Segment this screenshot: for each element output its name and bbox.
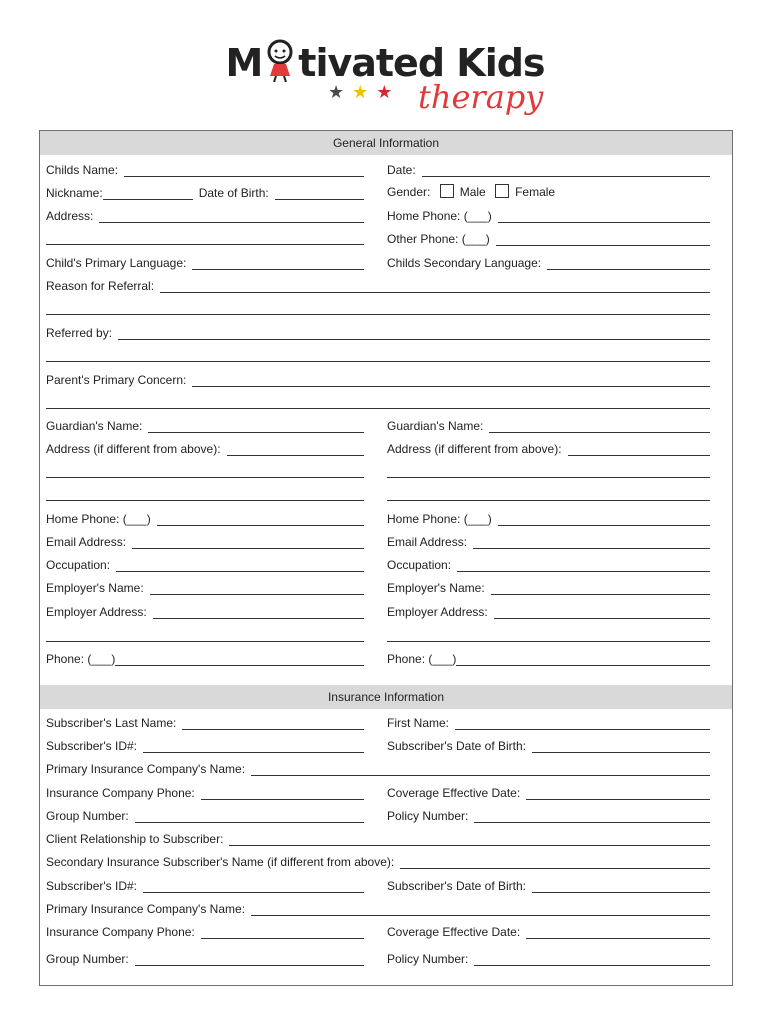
client-relationship-field[interactable]: Client Relationship to Subscriber: (46, 830, 710, 846)
guardian2-phone-field[interactable]: Phone: (___) (387, 650, 710, 666)
male-checkbox[interactable] (440, 184, 454, 198)
childs-name-field[interactable]: Childs Name: (46, 161, 364, 177)
home-phone-field[interactable]: Home Phone: (___) (387, 207, 710, 223)
secondary-subscriber-id-field[interactable]: Subscriber's ID#: (46, 877, 364, 893)
parent-concern-field[interactable]: Parent's Primary Concern: (46, 371, 710, 387)
insurance-info-header: Insurance Information (40, 685, 732, 709)
subscriber-id-field[interactable]: Subscriber's ID#: (46, 737, 364, 753)
policy-number-field[interactable]: Policy Number: (387, 807, 710, 823)
guardian1-employer-name-field[interactable]: Employer's Name: (46, 579, 364, 595)
intake-form (39, 130, 733, 986)
guardian2-occupation-field[interactable]: Occupation: (387, 556, 710, 572)
reason-referral-field[interactable]: Reason for Referral: (46, 277, 710, 293)
guardian2-home-phone-field[interactable]: Home Phone: (___) (387, 510, 710, 526)
subscriber-dob-field[interactable]: Subscriber's Date of Birth: (387, 737, 710, 753)
star-icon: ★ (328, 82, 353, 102)
gender-field: Gender: Male Female (387, 185, 556, 199)
guardian2-name-field[interactable]: Guardian's Name: (387, 417, 710, 433)
guardian1-email-field[interactable]: Email Address: (46, 533, 364, 549)
company-phone-field[interactable]: Insurance Company Phone: (46, 784, 364, 800)
guardian2-address-field[interactable]: Address (if different from above): (387, 440, 710, 456)
other-phone-field[interactable]: Other Phone: (___) (387, 230, 710, 246)
stars-decoration (328, 82, 400, 103)
secondary-policy-number-field[interactable]: Policy Number: (387, 950, 710, 966)
guardian1-address-field[interactable]: Address (if different from above): (46, 440, 364, 456)
guardian2-address-line-3[interactable] (387, 500, 710, 501)
secondary-subscriber-dob-field[interactable]: Subscriber's Date of Birth: (387, 877, 710, 893)
star-icon: ★ (352, 82, 377, 102)
nickname-dob-field[interactable]: Nickname: Date of Birth: (46, 184, 364, 200)
secondary-language-field[interactable]: Childs Secondary Language: (387, 254, 710, 270)
logo (0, 30, 770, 130)
guardian1-name-field[interactable]: Guardian's Name: (46, 417, 364, 433)
address-field[interactable]: Address: (46, 207, 364, 223)
guardian2-employer-address-line-2[interactable] (387, 641, 710, 642)
address-line-2[interactable] (46, 244, 364, 245)
guardian1-phone-field[interactable]: Phone: (___) (46, 650, 364, 666)
female-checkbox[interactable] (495, 184, 509, 198)
secondary-coverage-date-field[interactable]: Coverage Effective Date: (387, 923, 710, 939)
general-info-header: General Information (40, 131, 732, 155)
referred-by-field[interactable]: Referred by: (46, 324, 710, 340)
secondary-company-phone-field[interactable]: Insurance Company Phone: (46, 923, 364, 939)
subscriber-last-name-field[interactable]: Subscriber's Last Name: (46, 714, 364, 730)
logo-wordmark: M tivated Kids (0, 38, 770, 85)
secondary-subscriber-field[interactable]: Secondary Insurance Subscriber's Name (if different from above): (46, 853, 710, 869)
primary-company-field[interactable]: Primary Insurance Company's Name: (46, 760, 710, 776)
secondary-group-number-field[interactable]: Group Number: (46, 950, 364, 966)
kid-figure-icon (262, 38, 298, 78)
guardian1-home-phone-field[interactable]: Home Phone: (___) (46, 510, 364, 526)
logo-therapy-text: therapy (418, 78, 544, 116)
secondary-primary-company-field[interactable]: Primary Insurance Company's Name: (46, 900, 710, 916)
guardian2-employer-name-field[interactable]: Employer's Name: (387, 579, 710, 595)
reason-line-2[interactable] (46, 314, 710, 315)
guardian1-employer-address-line-2[interactable] (46, 641, 364, 642)
guardian2-address-line-2[interactable] (387, 477, 710, 478)
referred-line-2[interactable] (46, 361, 710, 362)
group-number-field[interactable]: Group Number: (46, 807, 364, 823)
guardian1-employer-address-field[interactable]: Employer Address: (46, 603, 364, 619)
guardian1-address-line-2[interactable] (46, 477, 364, 478)
guardian1-occupation-field[interactable]: Occupation: (46, 556, 364, 572)
date-field[interactable]: Date: (387, 161, 710, 177)
guardian1-address-line-3[interactable] (46, 500, 364, 501)
coverage-date-field[interactable]: Coverage Effective Date: (387, 784, 710, 800)
first-name-field[interactable]: First Name: (387, 714, 710, 730)
guardian2-email-field[interactable]: Email Address: (387, 533, 710, 549)
star-icon: ★ (376, 82, 401, 102)
concern-line-2[interactable] (46, 408, 710, 409)
guardian2-employer-address-field[interactable]: Employer Address: (387, 603, 710, 619)
primary-language-field[interactable]: Child's Primary Language: (46, 254, 364, 270)
